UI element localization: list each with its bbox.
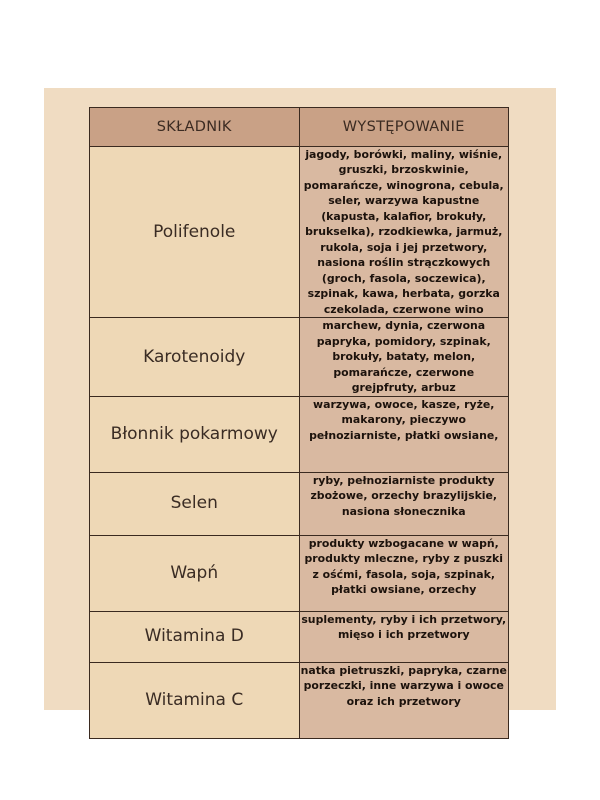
table-row — [90, 611, 509, 662]
occurrence-cell: suplementy, ryby i ich przetwory, mięso i ich przetwory — [299, 611, 509, 662]
table-row — [90, 396, 509, 472]
component-cell: Selen — [90, 472, 300, 535]
nutrients-table — [89, 107, 509, 739]
occurrence-cell: jagody, borówki, maliny, wiśnie, gruszki, brzoskwinie, pomarańcze, winogrona, cebula, seler, warzywa kapustne (kapusta, kalafior, brokuły, brukselka), rzodkiewka, jarmuż, rukola, soja i jej przetwory, nasiona roślin strączkowych (groch, fasola, soczewica), szpinak, kawa, herbata, gorzka czekolada, czerwone wino — [299, 147, 509, 318]
table-row — [90, 318, 509, 396]
component-cell: Wapń — [90, 535, 300, 611]
occurrence-cell: warzywa, owoce, kasze, ryże, makarony, pieczywo pełnoziarniste, płatki owsiane, — [299, 396, 509, 472]
occurrence-cell: natka pietruszki, papryka, czarne porzeczki, inne warzywa i owoce oraz ich przetwory — [299, 662, 509, 738]
header-occurrence: WYSTĘPOWANIE — [299, 108, 509, 147]
occurrence-cell: produkty wzbogacane w wapń, produkty mleczne, ryby z puszki z ośćmi, fasola, soja, szpinak, płatki owsiane, orzechy — [299, 535, 509, 611]
table-row — [90, 662, 509, 738]
occurrence-cell: marchew, dynia, czerwona papryka, pomidory, szpinak, brokuły, bataty, melon, pomarańcze, czerwone grejpfruty, arbuz — [299, 318, 509, 396]
component-cell: Witamina D — [90, 611, 300, 662]
table-row — [90, 535, 509, 611]
header-component: SKŁADNIK — [90, 108, 300, 147]
table-row — [90, 472, 509, 535]
component-cell: Błonnik pokarmowy — [90, 396, 300, 472]
component-cell: Karotenoidy — [90, 318, 300, 396]
component-cell: Witamina C — [90, 662, 300, 738]
table-row — [90, 147, 509, 318]
header-row — [90, 108, 509, 147]
component-cell: Polifenole — [90, 147, 300, 318]
occurrence-cell: ryby, pełnoziarniste produkty zbożowe, orzechy brazylijskie, nasiona słonecznika — [299, 472, 509, 535]
